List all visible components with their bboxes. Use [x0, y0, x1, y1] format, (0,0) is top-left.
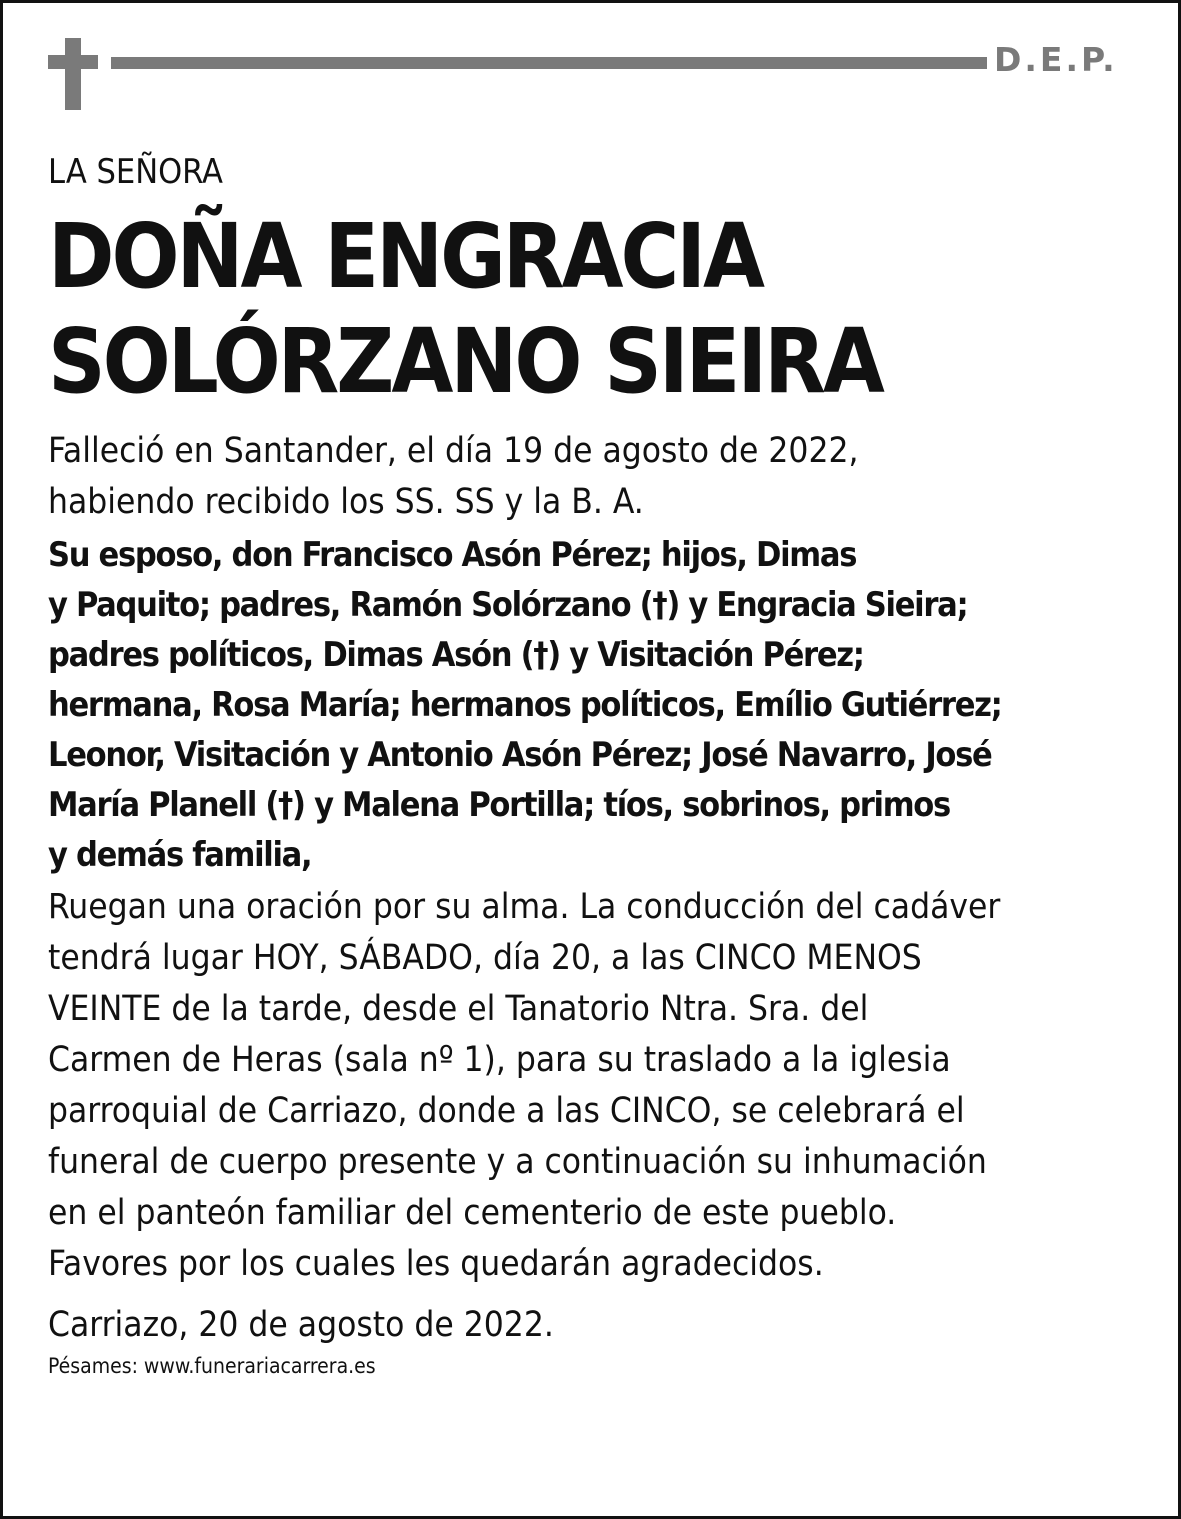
- cross-icon: [48, 38, 98, 110]
- ceremony-line: Favores por los cuales les quedarán agradecidos.: [48, 1244, 824, 1284]
- name-line: DOÑA ENGRACIA: [48, 204, 762, 308]
- ceremony-line: Ruegan una oración por su alma. La conducción del cadáver: [48, 887, 1001, 927]
- family-line: hermana, Rosa María; hermanos políticos, Emílio Gutiérrez;: [48, 685, 1002, 725]
- obituary-body: [48, 148, 1158, 1379]
- ceremony-line: VEINTE de la tarde, desde el Tanatorio Ntra. Sra. del: [48, 989, 869, 1029]
- deceased-name: [48, 204, 1158, 414]
- family-line: María Planell (†) y Malena Portilla; tíos, sobrinos, primos: [48, 785, 950, 825]
- condolences-link: Pésames: www.funerariacarrera.es: [48, 1354, 376, 1378]
- ceremony-details: [48, 882, 1158, 1290]
- place-date: Carriazo, 20 de agosto de 2022.: [48, 1305, 554, 1345]
- ceremony-line: funeral de cuerpo presente y a continuación su inhumación: [48, 1142, 987, 1182]
- death-notice: [48, 426, 1158, 528]
- dep-label: D.E.P.: [994, 40, 1118, 79]
- death-line: habiendo recibido los SS. SS y la B. A.: [48, 482, 644, 522]
- ceremony-line: Carmen de Heras (sala nº 1), para su traslado a la iglesia: [48, 1040, 951, 1080]
- family-line: Su esposo, don Francisco Asón Pérez; hijos, Dimas: [48, 535, 857, 575]
- family-list: [48, 530, 1158, 880]
- family-line: y demás familia,: [48, 835, 312, 875]
- name-line: SOLÓRZANO SIEIRA: [48, 309, 882, 413]
- family-line: padres políticos, Dimas Asón (†) y Visitación Pérez;: [48, 635, 864, 675]
- ceremony-line: tendrá lugar HOY, SÁBADO, día 20, a las CINCO MENOS: [48, 938, 922, 978]
- ceremony-line: parroquial de Carriazo, donde a las CINCO, se celebrará el: [48, 1091, 965, 1131]
- ceremony-line: en el panteón familiar del cementerio de este pueblo.: [48, 1193, 897, 1233]
- intro-label: LA SEÑORA: [48, 152, 223, 192]
- header-rule: [111, 57, 987, 69]
- family-line: y Paquito; padres, Ramón Solórzano (†) y Engracia Sieira;: [48, 585, 968, 625]
- death-line: Falleció en Santander, el día 19 de agosto de 2022,: [48, 431, 859, 471]
- family-line: Leonor, Visitación y Antonio Asón Pérez; José Navarro, José: [48, 735, 992, 775]
